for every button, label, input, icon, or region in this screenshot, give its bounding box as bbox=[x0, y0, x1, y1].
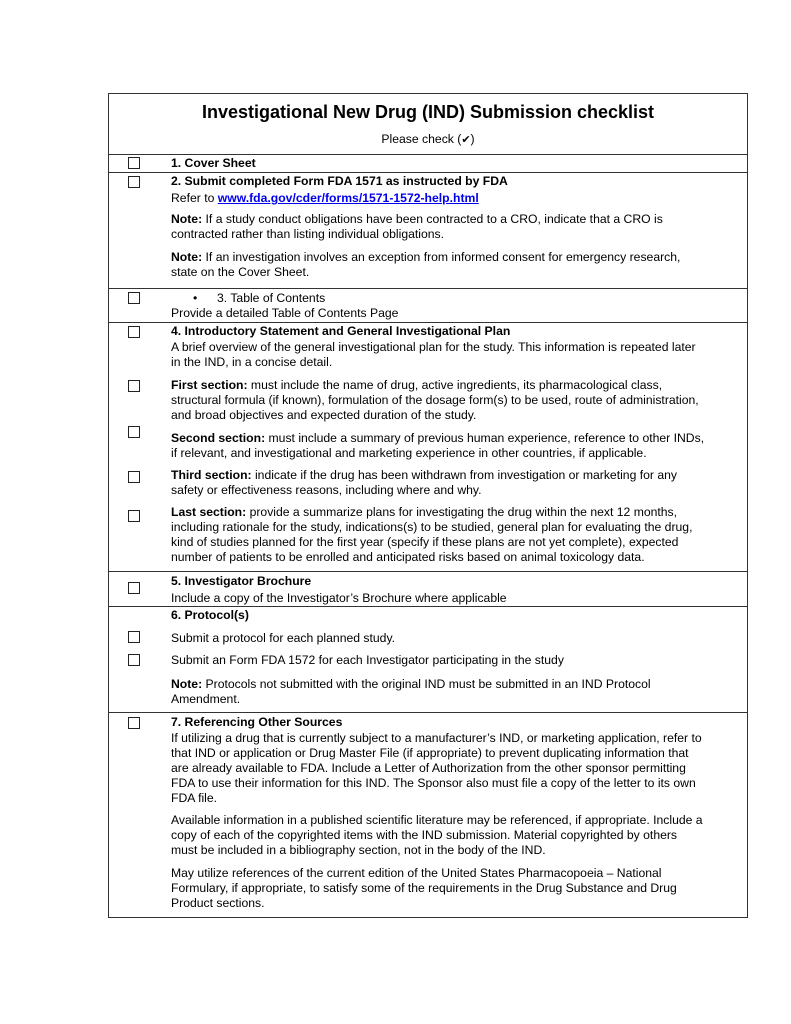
third-section-label: Third section: bbox=[171, 468, 252, 482]
please-check-close: ) bbox=[470, 132, 475, 146]
section-7-heading: 7. Referencing Other Sources bbox=[171, 715, 343, 729]
third-section-line-1 bbox=[171, 468, 741, 483]
check-mark-icon: ✔ bbox=[461, 133, 471, 146]
please-check-text: Please check ( bbox=[381, 132, 462, 146]
page-title: Investigational New Drug (IND) Submission checklist bbox=[201, 102, 655, 122]
section-4-intro-line-2: in the IND, in a concise detail. bbox=[171, 355, 333, 369]
checkbox-investigator-brochure[interactable] bbox=[128, 582, 140, 594]
divider bbox=[109, 322, 747, 323]
second-section-text: must include a summary of previous human experience, reference to other INDs, bbox=[265, 431, 705, 445]
section-7-p2-line-2: copy of each of the copyrighted items with the IND submission. Material copyrighted by others bbox=[171, 828, 678, 842]
note-consent-line-2: state on the Cover Sheet. bbox=[171, 265, 310, 279]
section-7-p3-line-3: Product sections. bbox=[171, 896, 265, 910]
title-block bbox=[109, 94, 747, 154]
section-3-heading: 3. Table of Contents bbox=[217, 291, 326, 305]
section-7-p2-line-1: Available information in a published scientific literature may be referenced, if appropriate. Include a bbox=[171, 813, 703, 827]
divider bbox=[109, 172, 747, 173]
last-section-line-3: kind of studies planned for the first year (specify if these plans are not yet complete), expected bbox=[171, 535, 679, 549]
third-section-text: indicate if the drug has been withdrawn from investigation or marketing for any bbox=[251, 468, 678, 482]
section-5-text: Include a copy of the Investigator’s Brochure where applicable bbox=[171, 591, 507, 605]
first-section-line-1 bbox=[171, 378, 741, 393]
section-7-p3-line-1: May utilize references of the current edition of the United States Pharmacopoeia – National bbox=[171, 866, 662, 880]
first-section-line-3: and broad objectives and expected duration of the study. bbox=[171, 408, 477, 422]
section-2-heading: 2. Submit completed Form FDA 1571 as instructed by FDA bbox=[171, 174, 508, 188]
second-section-line-2: if relevant, and investigational and marketing experience in other countries, if applicable. bbox=[171, 446, 647, 460]
second-section-line-1 bbox=[171, 431, 741, 446]
note-cro-text: If a study conduct obligations have been contracted to a CRO, indicate that a CRO is bbox=[202, 212, 663, 226]
note-consent-line-1 bbox=[171, 250, 741, 265]
divider bbox=[109, 606, 747, 607]
note-label: Note: bbox=[171, 212, 203, 226]
section-7-p3-line-2: Formulary, if appropriate, to satisfy some of the requirements in the Drug Substance and Drug bbox=[171, 881, 677, 895]
section-7-p1-line-4: FDA to use their information for this IND. The Sponsor also must file a copy of the letter to its own bbox=[171, 776, 696, 790]
protocol-item-2: Submit an Form FDA 1572 for each Investigator participating in the study bbox=[171, 653, 564, 667]
checkbox-second-section[interactable] bbox=[128, 426, 140, 438]
last-section-line-1 bbox=[171, 505, 741, 520]
bullet-icon: • bbox=[193, 291, 198, 305]
section-7-p1-line-2: that IND or application or Drug Master File (if appropriate) to prevent duplicating information that bbox=[171, 746, 689, 760]
note-cro-line-2: contracted rather than listing individual obligations. bbox=[171, 227, 445, 241]
divider bbox=[109, 571, 747, 572]
checkbox-table-of-contents[interactable] bbox=[128, 292, 140, 304]
first-section-label: First section: bbox=[171, 378, 248, 392]
checkbox-form-1571[interactable] bbox=[128, 176, 140, 188]
section-5-heading: 5. Investigator Brochure bbox=[171, 574, 312, 588]
checkbox-first-section[interactable] bbox=[128, 380, 140, 392]
protocol-note-line-2: Amendment. bbox=[171, 692, 241, 706]
divider bbox=[109, 712, 747, 713]
please-check-instruction bbox=[109, 132, 747, 146]
checkbox-third-section[interactable] bbox=[128, 471, 140, 483]
first-section-text: must include the name of drug, active ingredients, its pharmacological class, bbox=[247, 378, 663, 392]
section-4-intro-line-1: A brief overview of the general investigational plan for the study. This information is repeated later bbox=[171, 340, 696, 354]
refer-prefix: Refer to bbox=[171, 191, 218, 205]
checkbox-referencing-sources[interactable] bbox=[128, 717, 140, 729]
checkbox-cover-sheet[interactable] bbox=[128, 157, 140, 169]
section-6-heading: 6. Protocol(s) bbox=[171, 608, 249, 622]
divider bbox=[109, 288, 747, 289]
section-3-text: Provide a detailed Table of Contents Page bbox=[171, 306, 399, 320]
note-cro-line-1 bbox=[171, 212, 741, 227]
fda-forms-link[interactable]: www.fda.gov/cder/forms/1571-1572-help.html bbox=[217, 191, 479, 205]
checkbox-last-section[interactable] bbox=[128, 510, 140, 522]
section-7-p2-line-3: must be included in a bibliography section, not in the body of the IND. bbox=[171, 843, 546, 857]
protocol-note-text: Protocols not submitted with the original IND must be submitted in an IND Protocol bbox=[202, 677, 651, 691]
section-4-heading: 4. Introductory Statement and General Investigational Plan bbox=[171, 324, 511, 338]
protocol-item-1: Submit a protocol for each planned study. bbox=[171, 631, 396, 645]
divider bbox=[109, 154, 747, 155]
refer-line bbox=[171, 191, 741, 206]
last-section-text: provide a summarize plans for investigating the drug within the next 12 months, bbox=[246, 505, 678, 519]
checkbox-form-1572[interactable] bbox=[128, 654, 140, 666]
note-consent-text: If an investigation involves an exception from informed consent for emergency research, bbox=[202, 250, 681, 264]
last-section-line-4: number of patients to be enrolled and anticipated risks based on animal toxicology data. bbox=[171, 550, 645, 564]
checkbox-protocol[interactable] bbox=[128, 631, 140, 643]
section-7-p1-line-1: If utilizing a drug that is currently subject to a manufacturer’s IND, or marketing application, refer to bbox=[171, 731, 702, 745]
first-section-line-2: structural formula (if known), formulation of the dosage form(s) to be used, route of administration, bbox=[171, 393, 699, 407]
section-7-p1-line-5: FDA file. bbox=[171, 791, 218, 805]
section-7-p1-line-3: are already available to FDA. Include a Letter of Authorization from the other sponsor permitting bbox=[171, 761, 686, 775]
section-1-heading: 1. Cover Sheet bbox=[171, 156, 256, 170]
checkbox-introductory-statement[interactable] bbox=[128, 326, 140, 338]
last-section-line-2: including rationale for the study, indications(s) to be studied, general plan for evaluating the drug, bbox=[171, 520, 693, 534]
third-section-line-2: safety or effectiveness reasons, including where and why. bbox=[171, 483, 482, 497]
note-label: Note: bbox=[171, 250, 203, 264]
note-label: Note: bbox=[171, 677, 203, 691]
checklist-sheet bbox=[108, 93, 748, 918]
second-section-label: Second section: bbox=[171, 431, 266, 445]
protocol-note-line-1 bbox=[171, 677, 741, 692]
last-section-label: Last section: bbox=[171, 505, 247, 519]
